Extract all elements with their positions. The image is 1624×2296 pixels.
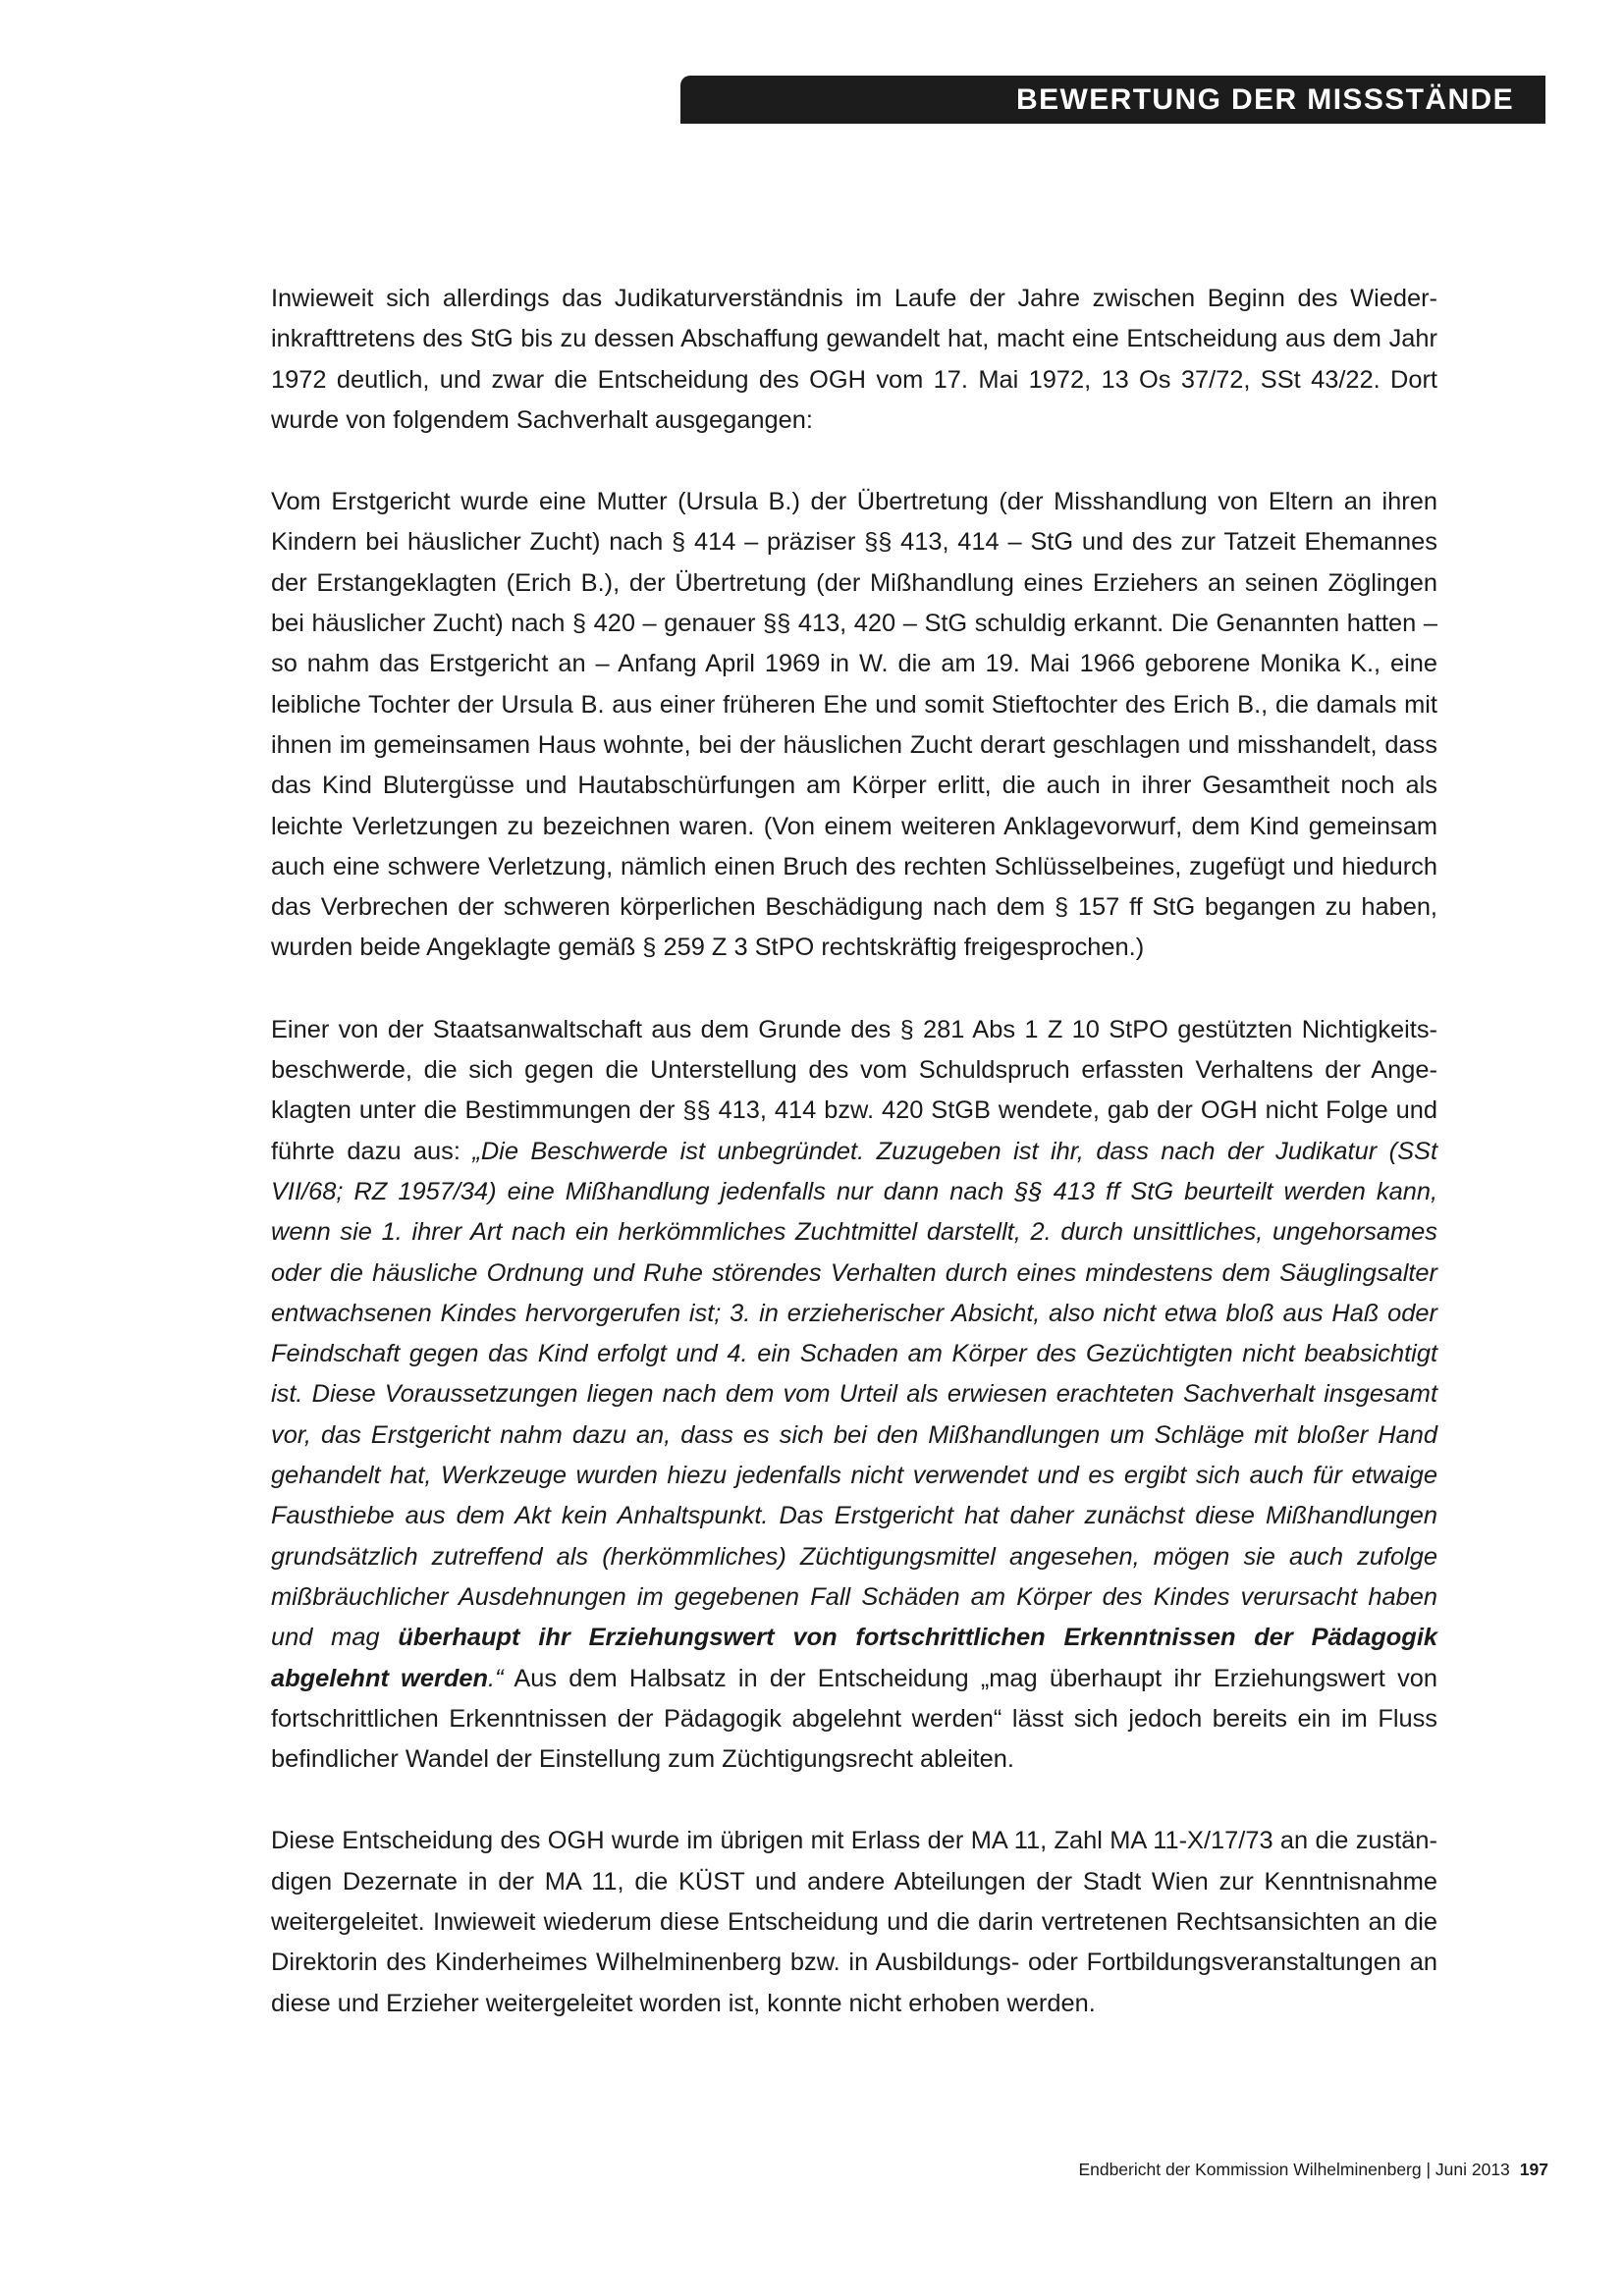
- footer-text: Endbericht der Kommission Wilhelminenberg | Juni 2013: [1078, 2160, 1510, 2179]
- court-quote-emphasis: überhaupt ihr Erziehungswert von fortschrittlichen Erkenntnissen der Pädagogik abgelehnt werden: [271, 1624, 1437, 1692]
- paragraph-3-intro: Einer von der Staatsanwaltschaft aus dem Grunde des § 281 Abs 1 Z 10 StPO gestützten Nichtigkeitsbeschwerde, die sich gegen die Unterstellung des vom Schuldspruch erfassten Verhaltens der Angeklagten unter die Bestimmungen der §§ 413, 414 bzw. 420 StGB wendete, gab der OGH nicht Folge und führte dazu aus:: [271, 1015, 1437, 1165]
- paragraph-3: [271, 1010, 1437, 1781]
- paragraph-4: Diese Entscheidung des OGH wurde im übrigen mit Erlass der MA 11, Zahl MA 11-X/17/73 an die zuständigen Dezernate in der MA 11, die KÜST und andere Abteilungen der Stadt Wien zur Kenntnisnahme weitergeleitet. Inwieweit wiederum diese Entscheidung und die darin vertretenen Rechtsansichten an die Direktorin des Kinderheimes Wilhelminenberg bzw. in Ausbildungs- oder Fortbildungsveranstaltungen an diese und Erzieher weitergeleitet worden ist, konnte nicht erhoben werden.: [271, 1827, 1437, 2017]
- court-quote: „Die Beschwerde ist unbegründet. Zuzugeben ist ihr, dass nach der Judikatur (SSt VII/68; RZ 1957/34) eine Mißhandlung jedenfalls nur dann nach §§ 413 ff StG beurteilt werden kann, wenn sie 1. ihrer Art nach ein herkömmliches Zuchtmittel darstellt, 2. durch unsittliches, ungehorsames oder die häusliche Ordnung und Ruhe störendes Verhalten durch eines mindestens dem Säuglingsalter entwachsenen Kindes hervorgerufen ist; 3. in erzieherischer Absicht, also nicht etwa bloß aus Haß oder Feindschaft gegen das Kind erfolgt und 4. ein Schaden am Körper des Gezüchtigten nicht beabsichtigt ist. Diese Voraussetzungen liegen nach dem vom Urteil als erwiesen erachteten Sachverhalt insgesamt vor, das Erstgericht nahm dazu an, dass es sich bei den Mißhandlungen um Schläge mit bloßer Hand gehandelt hat, Werkzeuge wurden hiezu jedenfalls nicht verwendet und es ergibt sich auch für etwaige Fausthiebe aus dem Akt kein Anhaltspunkt. Das Erstgericht hat daher zunächst diese Mißhandlungen grundsätzlich zutreffend als (herkömmliches) Züchtigungsmittel angesehen, mögen sie auch zufolge mißbräuchlicher Ausdehnungen im gegebenen Fall Schäden am Körper des Kindes verursacht haben und mag: [271, 1137, 1437, 1652]
- main-text: [271, 279, 1437, 2065]
- page-footer: [1078, 2160, 1548, 2180]
- section-title: BEWERTUNG DER MISSSTÄNDE: [1016, 83, 1514, 116]
- paragraph-3-outro: Aus dem Halbsatz in der Entscheidung „mag überhaupt ihr Erziehungswert von fortschrittlichen Erkenntnissen der Pädagogik abgelehnt werden“ lässt sich jedoch bereits ein im Fluss befindlicher Wandel der Einstellung zum Züchtigungsrecht ableiten.: [271, 1664, 1438, 1774]
- court-quote-end: .“: [488, 1664, 504, 1692]
- paragraph-2: Vom Erstgericht wurde eine Mutter (Ursula B.) der Übertretung (der Misshandlung von Eltern an ihren Kindern bei häuslicher Zucht) nach § 414 – präziser §§ 413, 414 – StG und des zur Tatzeit Ehemannes der Erstangeklagten (Erich B.), der Übertretung (der Mißhandlung eines Erziehers an seinen Zöglingen bei häuslicher Zucht) nach § 420 – genauer §§ 413, 420 – StG schuldig erkannt. Die Genannten hatten – so nahm das Erstgericht an – Anfang April 1969 in W. die am 19. Mai 1966 geborene Monika K., eine leibliche Tochter der Ursula B. aus einer früheren Ehe und somit Stieftochter des Erich B., die damals mit ihnen im gemeinsamen Haus wohnte, bei der häuslichen Zucht derart geschlagen und misshandelt, dass das Kind Blutergüsse und Hautabschürfungen am Körper erlitt, die auch in ihrer Gesamtheit noch als leichte Verletzungen zu bezeichnen waren. (Von einem weiteren Anklagevorwurf, dem Kind gemeinsam auch eine schwere Verletzung, nämlich einen Bruch des rechten Schlüsselbeines, zugefügt und hiedurch das Verbrechen der schweren körperlichen Beschädigung nach dem § 157 ff StG begangen zu haben, wurden beide Angeklagte gemäß § 259 Z 3 StPO rechtskräftig freigesprochen.): [271, 488, 1437, 962]
- page-number: 197: [1519, 2160, 1548, 2179]
- section-header-bar: [680, 76, 1545, 124]
- paragraph-1: Inwieweit sich allerdings das Judikaturverständnis im Laufe der Jahre zwischen Beginn des Wiederinkrafttretens des StG bis zu dessen Abschaffung gewandelt hat, macht eine Entscheidung aus dem Jahr 1972 deutlich, und zwar die Entscheidung des OGH vom 17. Mai 1972, 13 Os 37/72, SSt 43/22. Dort wurde von folgendem Sachverhalt ausgegangen:: [271, 285, 1437, 434]
